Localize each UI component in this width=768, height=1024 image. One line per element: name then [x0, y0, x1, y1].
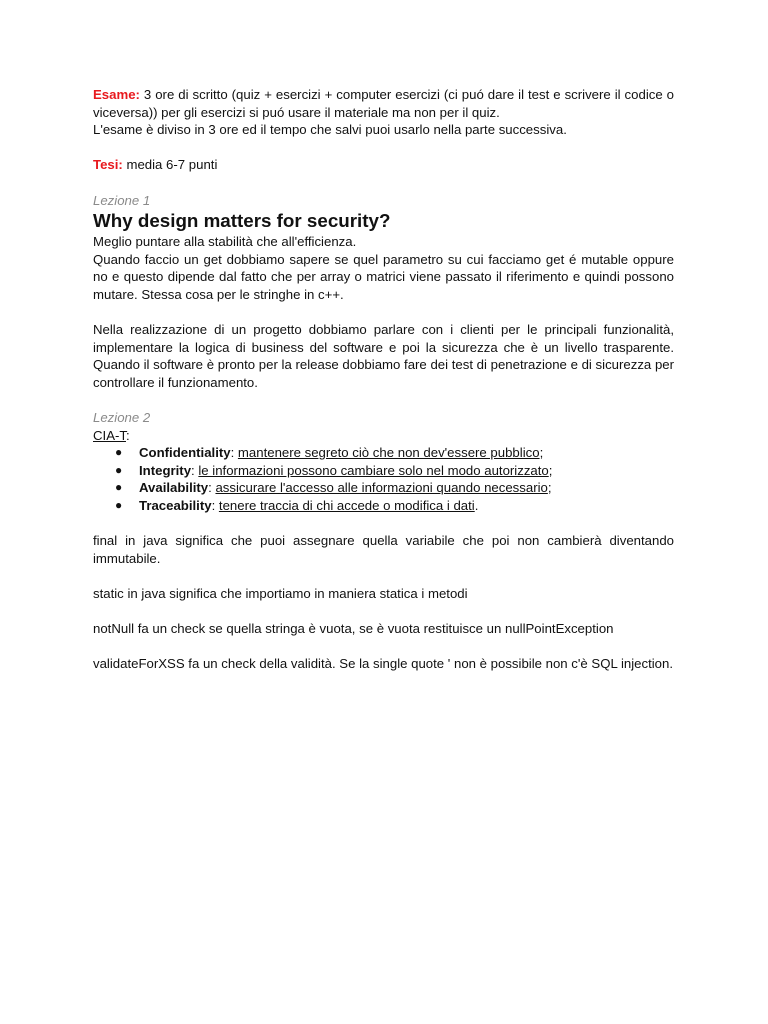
- cia-desc: le informazioni possono cambiare solo nel modo autorizzato: [198, 462, 549, 478]
- spacer: [93, 567, 674, 585]
- lesson1-title: Why design matters for security?: [93, 210, 391, 232]
- cia-desc: assicurare l'accesso alle informazioni quando necessario: [215, 480, 548, 496]
- exam-text: 3 ore di scritto (quiz + esercizi + computer esercizi (ci puó dare il test e scrivere il codice o viceversa)) per gli esercizi si puó usare il materiale ma non per il quiz.: [93, 87, 674, 120]
- exam-line2: L'esame è diviso in 3 ore ed il tempo che salvi puoi usarlo nella parte successiva.: [93, 122, 567, 138]
- spacer: [93, 603, 674, 621]
- spacer: [93, 304, 674, 322]
- spacer: [93, 392, 674, 410]
- cia-title-line: [93, 427, 674, 445]
- lesson1-p3: Nella realizzazione di un progetto dobbiamo parlare con i clienti per le principali funzionalità, implementare la logica di business del software e poi la sicurezza che è un livello trasparente. Quando il software è pronto per la release dobbiamo fare dei test di penetrazione e di sicurezza per controllare il funzionamento.: [93, 322, 674, 390]
- exam-paragraph: [93, 86, 674, 121]
- thesis-paragraph: [93, 156, 674, 174]
- list-item: [93, 462, 674, 480]
- lesson1-label: Lezione 1: [93, 192, 151, 208]
- spacer: [93, 139, 674, 157]
- document-content: [93, 86, 674, 673]
- cia-term: Traceability: [139, 498, 212, 514]
- bullet-icon: ●: [115, 462, 123, 477]
- cia-end: ;: [548, 462, 553, 478]
- list-item: [93, 479, 674, 497]
- cia-end: ;: [547, 480, 552, 496]
- bullet-icon: ●: [115, 480, 123, 495]
- cia-title: CIA-T: [93, 427, 126, 443]
- list-item: [93, 444, 674, 462]
- spacer: [93, 174, 674, 192]
- cia-end: .: [474, 498, 479, 514]
- bullet-icon: ●: [115, 498, 123, 513]
- bullet-icon: ●: [115, 445, 123, 460]
- spacer: [93, 515, 674, 533]
- final-paragraph: final in java significa che puoi assegnare quella variabile che poi non cambierà diventando immutabile.: [93, 533, 674, 566]
- cia-colon: :: [125, 427, 130, 443]
- cia-list: [93, 444, 674, 514]
- cia-end: ;: [539, 445, 544, 461]
- lesson2-label: Lezione 2: [93, 410, 151, 426]
- list-item: [93, 497, 674, 515]
- cia-term: Confidentiality: [139, 445, 231, 461]
- cia-sep: :: [208, 480, 216, 496]
- static-paragraph: static in java significa che importiamo in maniera statica i metodi: [93, 586, 468, 602]
- cia-desc: mantenere segreto ciò che non dev'essere pubblico: [237, 445, 540, 461]
- thesis-text: media 6-7 punti: [122, 157, 218, 173]
- exam-label: Esame:: [93, 87, 140, 102]
- spacer: [93, 638, 674, 656]
- cia-sep: :: [211, 498, 219, 514]
- cia-sep: :: [230, 445, 238, 461]
- thesis-label: Tesi:: [93, 157, 123, 173]
- cia-term: Integrity: [139, 462, 192, 478]
- xss-paragraph: validateForXSS fa un check della validità. Se la single quote ' non è possibile non c'è SQL injection.: [93, 656, 674, 672]
- lesson1-p2: Quando faccio un get dobbiamo sapere se quel parametro su cui facciamo get é mutable oppure no e questo dipende dal fatto che per array o matrici viene passato il riferimento e quindi possono mutare. Stessa cosa per le stringhe in c++.: [93, 251, 674, 302]
- cia-term: Availability: [139, 480, 209, 496]
- cia-desc: tenere traccia di chi accede o modifica i dati: [218, 498, 475, 514]
- lesson1-p1: Meglio puntare alla stabilità che all'efficienza.: [93, 234, 357, 250]
- cia-sep: :: [191, 462, 199, 478]
- notnull-paragraph: notNull fa un check se quella stringa è vuota, se è vuota restituisce un nullPointException: [93, 621, 614, 637]
